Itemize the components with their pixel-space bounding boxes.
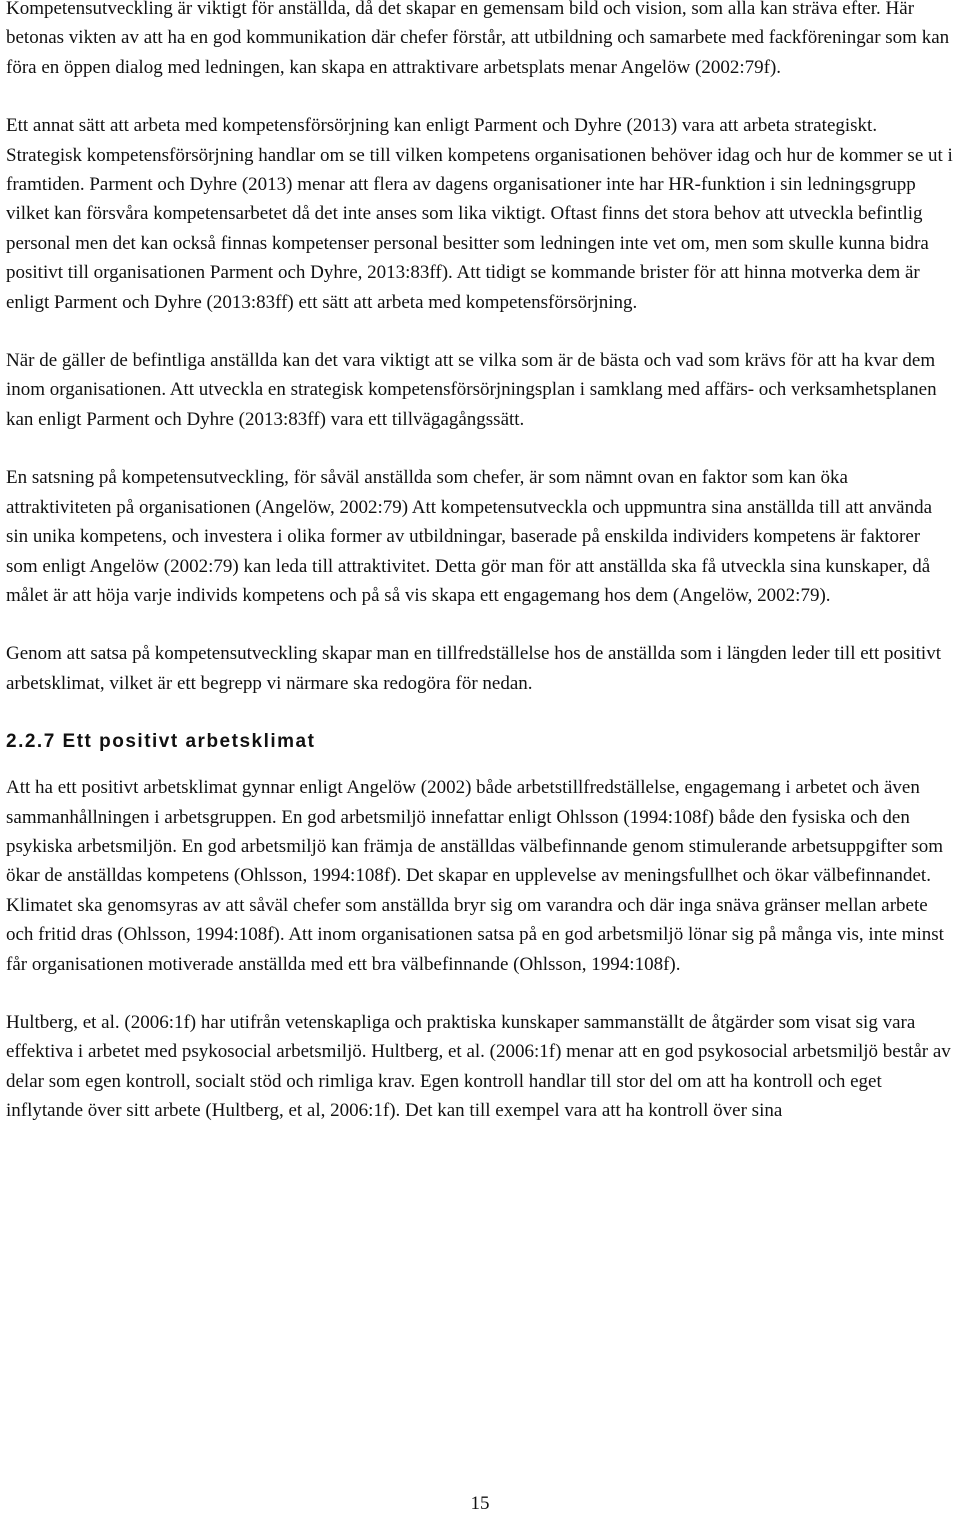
paragraph-hultberg: Hultberg, et al. (2006:1f) har utifrån vetenskapliga och praktiska kunskaper sammanställt de åtgärder som visat sig vara effektiva i arbetet med psykosocial arbetsmiljö. Hultberg, et al. (2006:1f) menar att en god psykosocial arbetsmiljö består av delar som egen kontroll, socialt stöd och rimliga krav. Egen kontroll handlar till stor del om att ha kontroll och eget inflytande över sitt arbete (Hultberg, et al, 2006:1f). Det kan till exempel vara att ha kontroll över sina (6, 1011, 951, 1122)
section-heading: 2.2.7 Ett positivt arbetsklimat (6, 731, 316, 753)
paragraph-kompetensutveckling: Kompetensutveckling är viktigt för anställda, då det skapar en gemensam bild och vision, som alla kan sträva efter. Här betonas vikten av att ha en god kommunikation där chefer förstår, att utbildning och samarbete med fackföreningar som kan föra en öppen dialog med ledningen, kan skapa en attraktivare arbetsplats menar Angelöw (2002:79f). (6, 0, 950, 78)
paragraph-positivt-arbetsklimat: Att ha ett positivt arbetsklimat gynnar enligt Angelöw (2002) både arbetstillfredställelse, engagemang i arbetet och även sammanhållningen i arbetsgruppen. En god arbetsmiljö innefattar enligt Ohlsson (1994:108f) både den fysiska och den psykiska arbetsmiljön. En god arbetsmiljö kan främja de anställdas välbefinnande genom stimulerande arbetsuppgifter som ökar de anställdas kompetens (Ohlsson, 1994:108f). Det skapar en upplevelse av meningsfullhet och ökar välbefinnandet. Klimatet ska genomsyras av att såväl chefer som anställda bryr sig om varandra och där inga snäva gränser mellan arbete och fritid dras (Ohlsson, 1994:108f). Att inom organisationen satsa på en god arbetsmiljö lönar sig på många vis, inte minst får organisationen motiverade anställda med ett bra välbefinnande (Ohlsson, 1994:108f). (6, 777, 944, 975)
paragraph-befintliga-anstallda: När de gäller de befintliga anställda kan det vara viktigt att se vilka som är de bästa och vad som krävs för att ha kvar dem inom organisationen. Att utveckla en strategisk kompetensförsörjningsplan i samklang med affärs- och verksamhetsplanen kan enligt Parment och Dyhre (2013:83ff) vara ett tillvägagångssätt. (6, 350, 937, 430)
paragraph-satsning-kompetensutveckling: En satsning på kompetensutveckling, för såväl anställda som chefer, är som nämnt ovan en faktor som kan öka attraktiviteten på organisationen (Angelöw, 2002:79) Att kompetensutveckla och uppmuntra sina anställda till att använda sin unika kompetens, och investera i olika former av utbildningar, baserade på enskilda individers kompetens är faktorer som enligt Angelöw (2002:79) kan leda till attraktivitet. Detta gör man för att anställda ska få utveckla sina kunskaper, då målet är att höja varje individs kompetens och på så vis skapa ett engagemang hos dem (Angelöw, 2002:79). (6, 467, 933, 606)
page-number: 15 (470, 1493, 490, 1514)
paragraph-strategisk-kompetensforsorjning: Ett annat sätt att arbeta med kompetensförsörjning kan enligt Parment och Dyhre (2013) vara att arbeta strategiskt. Strategisk kompetensförsörjning handlar om se till vilken kompetens organisationen behöver idag och hur de kommer se ut i framtiden. Parment och Dyhre (2013) menar att flera av dagens organisationer inte har HR-funktion i sin ledningsgrupp vilket kan försvåra kompetensarbetet då det inte anses som lika viktigt. Oftast finns det stora behov att utveckla befintlig personal men det kan också finnas kompetenser personal besitter som ledningen inte vet om, men som skulle kunna bidra positivt till organisationen Parment och Dyhre, 2013:83ff). Att tidigt se kommande brister för att hinna motverka dem är enligt Parment och Dyhre (2013:83ff) ett sätt att arbeta med kompetensförsörjning. (6, 115, 953, 313)
paragraph-tillfredstallelse: Genom att satsa på kompetensutveckling skapar man en tillfredställelse hos de anställda som i längden leder till ett positivt arbetsklimat, vilket är ett begrepp vi närmare ska redogöra för nedan. (6, 643, 941, 694)
